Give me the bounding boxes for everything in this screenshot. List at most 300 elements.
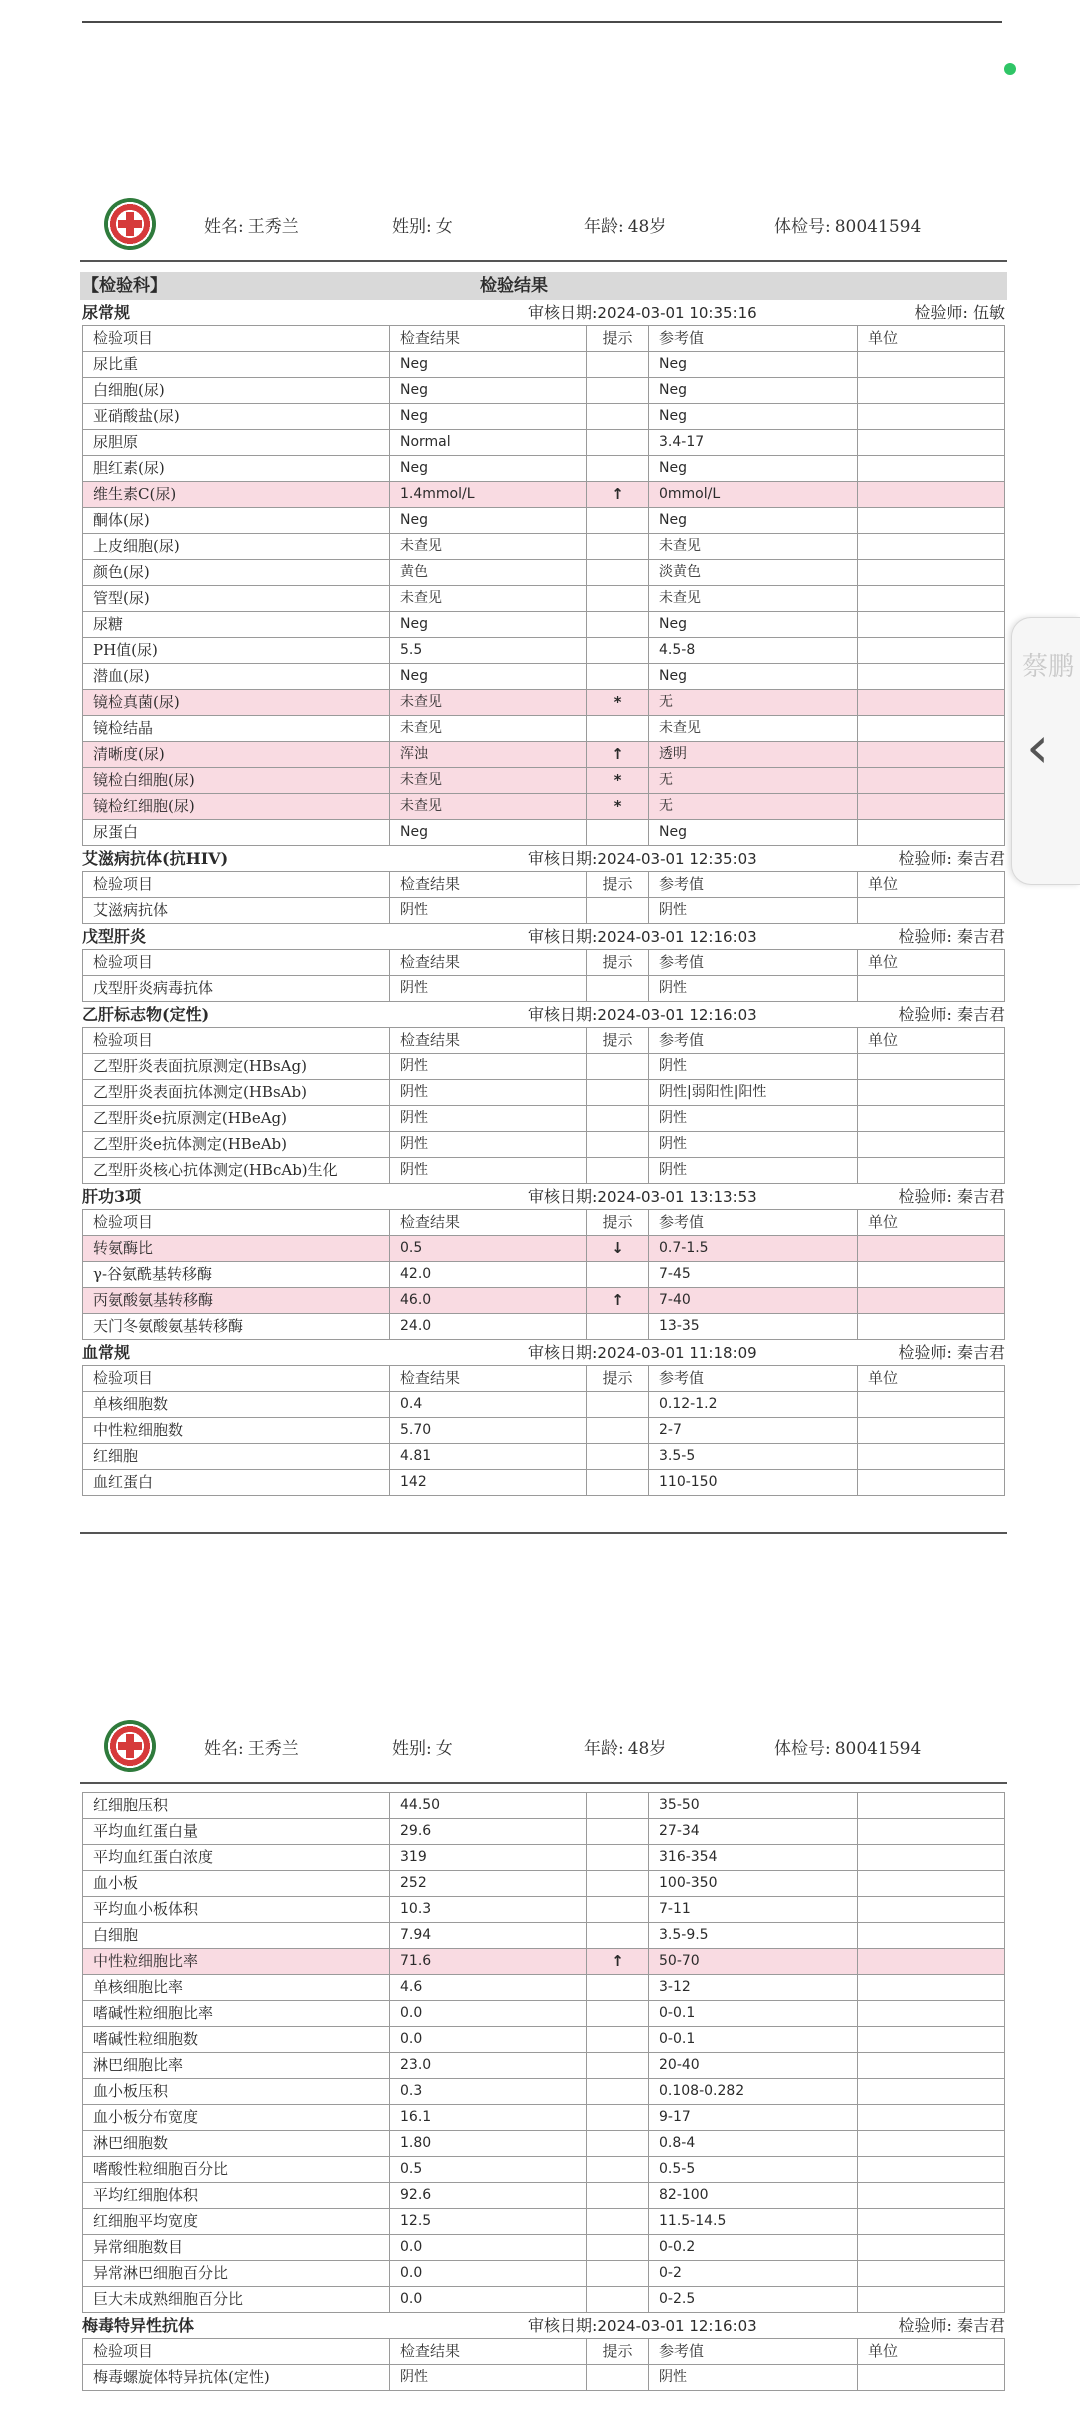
unit-value [858, 1845, 1005, 1871]
reference-range: Neg [649, 664, 858, 690]
unit-value [858, 1132, 1005, 1158]
test-item-name: 镜检结晶 [83, 716, 390, 742]
patient-sex: 姓别: 女 [392, 217, 453, 237]
abnormal-flag [587, 2261, 649, 2287]
unit-value [858, 2053, 1005, 2079]
reference-range: 无 [649, 794, 858, 820]
abnormal-flag [587, 2209, 649, 2235]
abnormal-flag [587, 1923, 649, 1949]
results-table [82, 1027, 1005, 1184]
test-item-name: 白细胞(尿) [83, 378, 390, 404]
patient-age: 年龄: 48岁 [584, 217, 667, 237]
test-item-name: 乙型肝炎表面抗原测定(HBsAg) [83, 1054, 390, 1080]
review-date-label: 审核日期: [528, 1187, 598, 1206]
inspector-name: 检验师: 秦吉君 [898, 1343, 1005, 1362]
test-result-value: 0.0 [390, 2261, 587, 2287]
section-bar [80, 272, 1007, 300]
reference-range: 0-0.2 [649, 2235, 858, 2261]
table-row [83, 1819, 1005, 1845]
test-item-name: 异常淋巴细胞百分比 [83, 2261, 390, 2287]
review-date [528, 846, 757, 872]
group-name: 尿常规 [82, 303, 131, 322]
table-row [83, 430, 1005, 456]
table-row [83, 534, 1005, 560]
test-item-name: 尿糖 [83, 612, 390, 638]
unit-value [858, 1819, 1005, 1845]
test-item-name: 中性粒细胞数 [83, 1418, 390, 1444]
unit-value [858, 482, 1005, 508]
unit-value [858, 1871, 1005, 1897]
table-row [83, 2209, 1005, 2235]
test-group-title [80, 1340, 1007, 1365]
inspector-name: 检验师: 伍敏 [914, 303, 1005, 322]
test-result-value: 10.3 [390, 1897, 587, 1923]
review-date-value: 2024-03-01 12:35:03 [597, 850, 757, 868]
reference-range: 82-100 [649, 2183, 858, 2209]
reference-range: 0.12-1.2 [649, 1392, 858, 1418]
table-header-row [83, 1366, 1005, 1392]
col-header-result: 检查结果 [390, 1210, 587, 1236]
unit-value [858, 1288, 1005, 1314]
patient-header [80, 186, 1007, 262]
unit-value [858, 664, 1005, 690]
unit-value [858, 2365, 1005, 2391]
reference-range: 0.5-5 [649, 2157, 858, 2183]
results-table [82, 325, 1005, 846]
unit-value [858, 378, 1005, 404]
abnormal-flag [587, 1262, 649, 1288]
reference-range: 3-12 [649, 1975, 858, 2001]
test-result-value: 4.6 [390, 1975, 587, 2001]
reference-range: 35-50 [649, 1793, 858, 1819]
unit-value [858, 2287, 1005, 2313]
abnormal-flag: ↑ [587, 482, 649, 508]
col-header-flag: 提示 [587, 1028, 649, 1054]
abnormal-flag [587, 1975, 649, 2001]
unit-value [858, 1392, 1005, 1418]
test-result-value: 未查见 [390, 794, 587, 820]
test-result-value: 1.80 [390, 2131, 587, 2157]
abnormal-flag [587, 664, 649, 690]
col-header-unit: 单位 [858, 950, 1005, 976]
col-header-flag: 提示 [587, 2339, 649, 2365]
test-result-value: 29.6 [390, 1819, 587, 1845]
review-date [528, 1002, 757, 1028]
test-result-value: 142 [390, 1470, 587, 1496]
col-header-result: 检查结果 [390, 1028, 587, 1054]
table-row [83, 378, 1005, 404]
col-header-unit: 单位 [858, 326, 1005, 352]
abnormal-flag [587, 716, 649, 742]
patient-name: 姓名: 王秀兰 [204, 217, 299, 237]
test-group-title [80, 1002, 1007, 1027]
test-item-name: 红细胞 [83, 1444, 390, 1470]
reference-range: Neg [649, 456, 858, 482]
abnormal-flag [587, 1080, 649, 1106]
table-header-row [83, 1210, 1005, 1236]
section-department: 【检验科】 [82, 276, 167, 296]
report-page-1 [80, 186, 1007, 1534]
test-result-value: 42.0 [390, 1262, 587, 1288]
table-row [83, 1054, 1005, 1080]
table-row [83, 1444, 1005, 1470]
reference-range: 4.5-8 [649, 638, 858, 664]
reference-range: Neg [649, 612, 858, 638]
test-item-name: 酮体(尿) [83, 508, 390, 534]
table-row [83, 482, 1005, 508]
review-date-label: 审核日期: [528, 849, 598, 868]
unit-value [858, 2157, 1005, 2183]
table-row [83, 2365, 1005, 2391]
reference-range: 2-7 [649, 1418, 858, 1444]
unit-value [858, 1158, 1005, 1184]
review-date [528, 1184, 757, 1210]
abnormal-flag [587, 612, 649, 638]
unit-value [858, 2105, 1005, 2131]
test-item-name: 清晰度(尿) [83, 742, 390, 768]
reference-range: 0.7-1.5 [649, 1236, 858, 1262]
abnormal-flag [587, 1314, 649, 1340]
col-header-item: 检验项目 [83, 1210, 390, 1236]
table-row [83, 1132, 1005, 1158]
table-row [83, 1923, 1005, 1949]
table-row [83, 1080, 1005, 1106]
col-header-reference: 参考值 [649, 1366, 858, 1392]
abnormal-flag [587, 638, 649, 664]
reference-range: 淡黄色 [649, 560, 858, 586]
table-row [83, 716, 1005, 742]
col-header-item: 检验项目 [83, 872, 390, 898]
test-result-value: Neg [390, 664, 587, 690]
unit-value [858, 1444, 1005, 1470]
col-header-flag: 提示 [587, 326, 649, 352]
test-item-name: 红细胞平均宽度 [83, 2209, 390, 2235]
unit-value [858, 430, 1005, 456]
results-table [82, 1209, 1005, 1340]
abnormal-flag [587, 2001, 649, 2027]
test-result-value: Neg [390, 508, 587, 534]
inspector-name: 检验师: 秦吉君 [898, 1005, 1005, 1024]
reference-range: 阴性 [649, 898, 858, 924]
reference-range: 13-35 [649, 1314, 858, 1340]
table-row [83, 2001, 1005, 2027]
table-row [83, 1288, 1005, 1314]
status-dot-icon [1004, 63, 1016, 75]
col-header-unit: 单位 [858, 1210, 1005, 1236]
patient-sex: 姓别: 女 [392, 1739, 453, 1759]
unit-value [858, 2079, 1005, 2105]
results-table [82, 949, 1005, 1002]
reference-range: 0-0.1 [649, 2001, 858, 2027]
unit-value [858, 638, 1005, 664]
test-item-name: 白细胞 [83, 1923, 390, 1949]
test-item-name: 艾滋病抗体 [83, 898, 390, 924]
results-table [82, 871, 1005, 924]
unit-value [858, 1897, 1005, 1923]
reference-range: 0-2.5 [649, 2287, 858, 2313]
table-row [83, 976, 1005, 1002]
table-header-row [83, 872, 1005, 898]
table-row [83, 586, 1005, 612]
test-item-name: 镜检白细胞(尿) [83, 768, 390, 794]
test-item-name: 镜检红细胞(尿) [83, 794, 390, 820]
test-item-name: 巨大未成熟细胞百分比 [83, 2287, 390, 2313]
abnormal-flag: * [587, 690, 649, 716]
unit-value [858, 976, 1005, 1002]
reference-range: 未查见 [649, 534, 858, 560]
table-row [83, 352, 1005, 378]
col-header-flag: 提示 [587, 1366, 649, 1392]
test-item-name: 乙型肝炎e抗体测定(HBeAb) [83, 1132, 390, 1158]
unit-value [858, 742, 1005, 768]
col-header-unit: 单位 [858, 1366, 1005, 1392]
table-row [83, 2079, 1005, 2105]
inspector-name: 检验师: 秦吉君 [898, 2316, 1005, 2335]
review-date [528, 924, 757, 950]
test-item-name: 维生素C(尿) [83, 482, 390, 508]
reference-range: 阴性 [649, 1106, 858, 1132]
test-item-name: 转氨酶比 [83, 1236, 390, 1262]
col-header-item: 检验项目 [83, 1366, 390, 1392]
test-group-title [80, 1184, 1007, 1209]
test-item-name: 潜血(尿) [83, 664, 390, 690]
table-row [83, 664, 1005, 690]
table-row [83, 1845, 1005, 1871]
review-date-label: 审核日期: [528, 2316, 598, 2335]
table-row [83, 820, 1005, 846]
abnormal-flag [587, 1158, 649, 1184]
test-item-name: 上皮细胞(尿) [83, 534, 390, 560]
test-item-name: 乙型肝炎e抗原测定(HBeAg) [83, 1106, 390, 1132]
test-item-name: 尿胆原 [83, 430, 390, 456]
test-item-name: 单核细胞比率 [83, 1975, 390, 2001]
unit-value [858, 2001, 1005, 2027]
col-header-reference: 参考值 [649, 872, 858, 898]
reference-range: 未查见 [649, 716, 858, 742]
table-row [83, 1793, 1005, 1819]
hospital-logo-icon [104, 1720, 156, 1772]
test-result-value: 阴性 [390, 1158, 587, 1184]
test-item-name: PH值(尿) [83, 638, 390, 664]
col-header-item: 检验项目 [83, 1028, 390, 1054]
page-end-divider [80, 1532, 1007, 1534]
reference-range: 阴性|弱阳性|阳性 [649, 1080, 858, 1106]
abnormal-flag: ↑ [587, 1288, 649, 1314]
test-item-name: 尿蛋白 [83, 820, 390, 846]
table-row [83, 1897, 1005, 1923]
reference-range: 20-40 [649, 2053, 858, 2079]
test-result-value: 浑浊 [390, 742, 587, 768]
abnormal-flag [587, 2053, 649, 2079]
abnormal-flag [587, 2131, 649, 2157]
abnormal-flag [587, 352, 649, 378]
abnormal-flag [587, 2157, 649, 2183]
side-tab-text: 蔡鹏 [1022, 652, 1075, 682]
test-item-name: 天门冬氨酸氨基转移酶 [83, 1314, 390, 1340]
unit-value [858, 820, 1005, 846]
table-row [83, 1314, 1005, 1340]
group-name: 乙肝标志物(定性) [82, 1005, 210, 1024]
col-header-item: 检验项目 [83, 2339, 390, 2365]
reference-range: Neg [649, 352, 858, 378]
test-item-name: 乙型肝炎核心抗体测定(HBcAb)生化 [83, 1158, 390, 1184]
test-item-name: 梅毒螺旋体特异抗体(定性) [83, 2365, 390, 2391]
reference-range: 0.108-0.282 [649, 2079, 858, 2105]
test-item-name: 平均红细胞体积 [83, 2183, 390, 2209]
review-date-value: 2024-03-01 10:35:16 [597, 304, 757, 322]
reference-range: 阴性 [649, 976, 858, 1002]
col-header-result: 检查结果 [390, 1366, 587, 1392]
test-item-name: 平均血红蛋白量 [83, 1819, 390, 1845]
reference-range: 0-2 [649, 2261, 858, 2287]
test-item-name: 淋巴细胞比率 [83, 2053, 390, 2079]
group-name: 梅毒特异性抗体 [82, 2316, 195, 2335]
test-result-value: 46.0 [390, 1288, 587, 1314]
abnormal-flag [587, 1392, 649, 1418]
chevron-left-icon[interactable]: ‹ [1026, 713, 1050, 781]
test-item-name: 血小板分布宽度 [83, 2105, 390, 2131]
unit-value [858, 1262, 1005, 1288]
test-result-value: 1.4mmol/L [390, 482, 587, 508]
test-result-value: 7.94 [390, 1923, 587, 1949]
abnormal-flag [587, 378, 649, 404]
inspector-name: 检验师: 秦吉君 [898, 849, 1005, 868]
abnormal-flag [587, 2287, 649, 2313]
unit-value [858, 1975, 1005, 2001]
table-row [83, 638, 1005, 664]
unit-value [858, 2261, 1005, 2287]
col-header-unit: 单位 [858, 872, 1005, 898]
test-result-value: 0.0 [390, 2027, 587, 2053]
abnormal-flag [587, 1897, 649, 1923]
table-header-row [83, 2339, 1005, 2365]
abnormal-flag [587, 976, 649, 1002]
table-row [83, 2131, 1005, 2157]
unit-value [858, 586, 1005, 612]
test-item-name: 血红蛋白 [83, 1470, 390, 1496]
review-date-label: 审核日期: [528, 303, 598, 322]
test-result-value: 阴性 [390, 1054, 587, 1080]
abnormal-flag [587, 2105, 649, 2131]
col-header-item: 检验项目 [83, 950, 390, 976]
test-result-value: 未查见 [390, 586, 587, 612]
table-row [83, 1158, 1005, 1184]
test-result-value: Neg [390, 612, 587, 638]
reference-range: 3.5-5 [649, 1444, 858, 1470]
test-item-name: 嗜碱性粒细胞数 [83, 2027, 390, 2053]
table-row [83, 560, 1005, 586]
test-result-value: 阴性 [390, 1106, 587, 1132]
table-row [83, 1871, 1005, 1897]
group-name: 戊型肝炎 [82, 927, 147, 946]
section-title: 检验结果 [480, 276, 548, 296]
abnormal-flag [587, 1470, 649, 1496]
unit-value [858, 2235, 1005, 2261]
patient-name: 姓名: 王秀兰 [204, 1739, 299, 1759]
test-group-title [80, 924, 1007, 949]
table-row [83, 2157, 1005, 2183]
top-divider [82, 21, 1002, 23]
review-date-label: 审核日期: [528, 1343, 598, 1362]
table-row [83, 2183, 1005, 2209]
abnormal-flag: ↑ [587, 1949, 649, 1975]
col-header-reference: 参考值 [649, 950, 858, 976]
unit-value [858, 1923, 1005, 1949]
abnormal-flag [587, 898, 649, 924]
test-result-value: Normal [390, 430, 587, 456]
test-item-name: 红细胞压积 [83, 1793, 390, 1819]
unit-value [858, 2209, 1005, 2235]
review-date-value: 2024-03-01 12:16:03 [597, 2317, 757, 2335]
test-item-name: 淋巴细胞数 [83, 2131, 390, 2157]
unit-value [858, 404, 1005, 430]
unit-value [858, 2131, 1005, 2157]
col-header-result: 检查结果 [390, 326, 587, 352]
test-item-name: 镜检真菌(尿) [83, 690, 390, 716]
group-name: 肝功3项 [82, 1187, 142, 1206]
unit-value [858, 456, 1005, 482]
table-row [83, 2053, 1005, 2079]
table-row [83, 794, 1005, 820]
abnormal-flag [587, 430, 649, 456]
table-row [83, 404, 1005, 430]
unit-value [858, 794, 1005, 820]
test-item-name: 平均血小板体积 [83, 1897, 390, 1923]
abnormal-flag [587, 534, 649, 560]
abnormal-flag [587, 456, 649, 482]
unit-value [858, 560, 1005, 586]
side-drawer-tab[interactable] [1011, 617, 1080, 885]
table-row [83, 2287, 1005, 2313]
reference-range: 阴性 [649, 1132, 858, 1158]
test-result-value: 0.5 [390, 1236, 587, 1262]
test-result-value: 黄色 [390, 560, 587, 586]
test-result-value: 0.3 [390, 2079, 587, 2105]
test-item-name: 戊型肝炎病毒抗体 [83, 976, 390, 1002]
test-group-title [80, 846, 1007, 871]
abnormal-flag [587, 2183, 649, 2209]
abnormal-flag [587, 1106, 649, 1132]
reference-range: 阴性 [649, 1158, 858, 1184]
table-row [83, 2235, 1005, 2261]
test-item-name: 中性粒细胞比率 [83, 1949, 390, 1975]
results-table-continued [82, 1792, 1005, 2313]
review-date [528, 300, 757, 326]
col-header-item: 检验项目 [83, 326, 390, 352]
unit-value [858, 1418, 1005, 1444]
test-item-name: 胆红素(尿) [83, 456, 390, 482]
col-header-result: 检查结果 [390, 2339, 587, 2365]
table-row [83, 612, 1005, 638]
col-header-reference: 参考值 [649, 1210, 858, 1236]
test-result-value: 阴性 [390, 1132, 587, 1158]
unit-value [858, 1080, 1005, 1106]
abnormal-flag [587, 586, 649, 612]
abnormal-flag [587, 1845, 649, 1871]
abnormal-flag [587, 2079, 649, 2105]
review-date-value: 2024-03-01 11:18:09 [597, 1344, 757, 1362]
test-group-title [80, 300, 1007, 325]
review-date-label: 审核日期: [528, 927, 598, 946]
test-result-value: 阴性 [390, 2365, 587, 2391]
test-item-name: 异常细胞数目 [83, 2235, 390, 2261]
table-row [83, 1262, 1005, 1288]
abnormal-flag [587, 1793, 649, 1819]
test-result-value: 44.50 [390, 1793, 587, 1819]
test-result-value: 0.4 [390, 1392, 587, 1418]
review-date-value: 2024-03-01 12:16:03 [597, 1006, 757, 1024]
unit-value [858, 508, 1005, 534]
